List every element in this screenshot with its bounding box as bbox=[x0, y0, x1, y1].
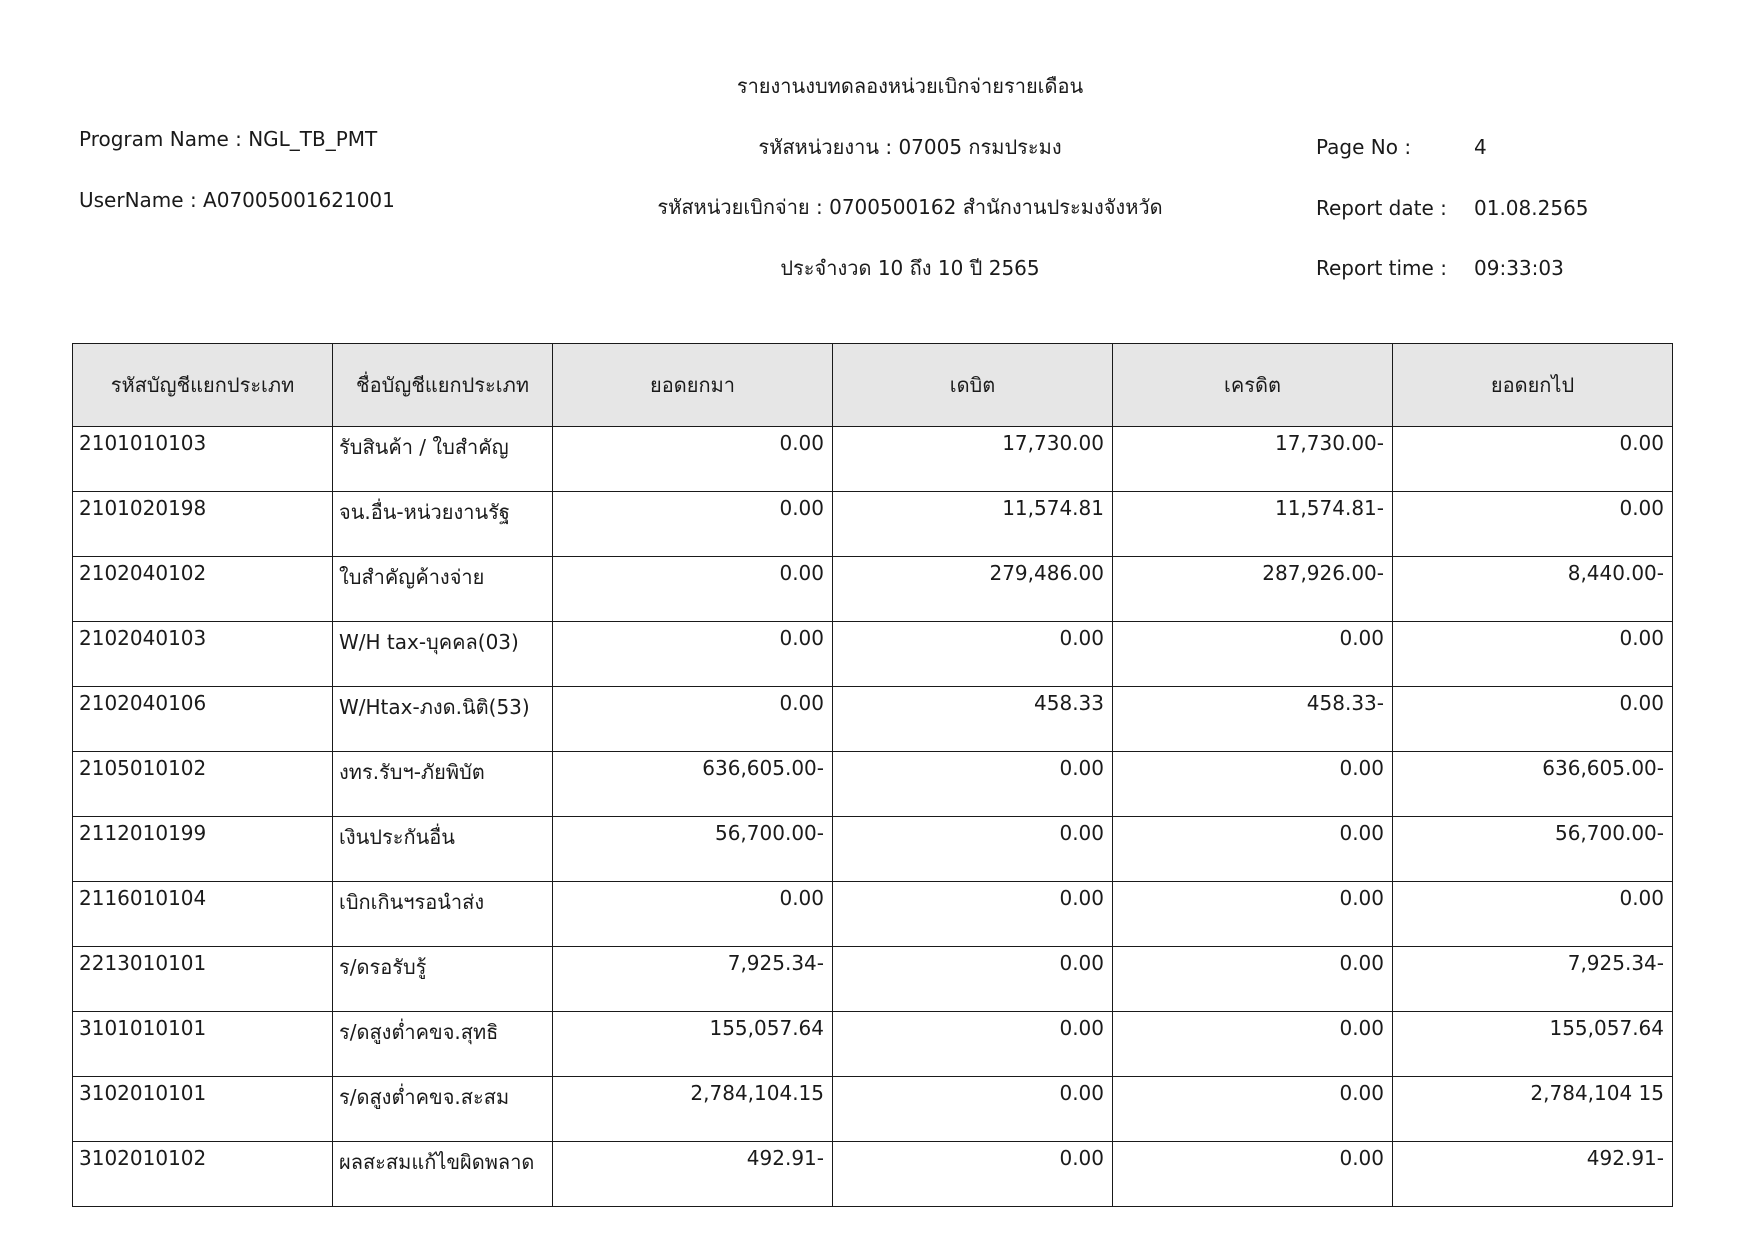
account-code: 2112010199 bbox=[73, 817, 333, 882]
brought-forward-amount: 7,925.34- bbox=[553, 947, 833, 1012]
column-header-account-code: รหัสบัญชีแยกประเภท bbox=[73, 344, 333, 427]
page-no-value: 4 bbox=[1474, 135, 1487, 159]
account-name: จน.อื่น-หน่วยงานรัฐ bbox=[333, 492, 553, 557]
brought-forward-amount: 0.00 bbox=[553, 622, 833, 687]
credit-amount: 17,730.00- bbox=[1113, 427, 1393, 492]
credit-amount: 0.00 bbox=[1113, 947, 1393, 1012]
carried-forward-amount: 56,700.00- bbox=[1393, 817, 1673, 882]
disbursing-unit-line: รหัสหน่วยเบิกจ่าย : 0700500162 สำนักงานประมงจังหวัด bbox=[657, 195, 1163, 219]
debit-amount: 17,730.00 bbox=[833, 427, 1113, 492]
column-header-credit: เครดิต bbox=[1113, 344, 1393, 427]
brought-forward-amount: 56,700.00- bbox=[553, 817, 833, 882]
credit-amount: 0.00 bbox=[1113, 752, 1393, 817]
trial-balance-table bbox=[72, 343, 1673, 1207]
column-header-debit: เดบิต bbox=[833, 344, 1113, 427]
user-name: UserName : A07005001621001 bbox=[79, 188, 395, 212]
period-line: ประจำงวด 10 ถึง 10 ปี 2565 bbox=[780, 256, 1040, 280]
account-code: 2213010101 bbox=[73, 947, 333, 1012]
account-name: รับสินค้า / ใบสำคัญ bbox=[333, 427, 553, 492]
credit-amount: 0.00 bbox=[1113, 1077, 1393, 1142]
report-date-value: 01.08.2565 bbox=[1474, 196, 1589, 220]
credit-amount: 0.00 bbox=[1113, 1012, 1393, 1077]
debit-amount: 279,486.00 bbox=[833, 557, 1113, 622]
report-time-value: 09:33:03 bbox=[1474, 256, 1564, 280]
table-row bbox=[73, 1012, 1673, 1077]
debit-amount: 0.00 bbox=[833, 752, 1113, 817]
brought-forward-amount: 636,605.00- bbox=[553, 752, 833, 817]
account-code: 3101010101 bbox=[73, 1012, 333, 1077]
account-code: 3102010101 bbox=[73, 1077, 333, 1142]
table-row bbox=[73, 427, 1673, 492]
credit-amount: 11,574.81- bbox=[1113, 492, 1393, 557]
carried-forward-amount: 7,925.34- bbox=[1393, 947, 1673, 1012]
program-name: Program Name : NGL_TB_PMT bbox=[79, 127, 378, 151]
debit-amount: 458.33 bbox=[833, 687, 1113, 752]
carried-forward-amount: 492.91- bbox=[1393, 1142, 1673, 1207]
account-name: เบิกเกินฯรอนำส่ง bbox=[333, 882, 553, 947]
table-row bbox=[73, 622, 1673, 687]
account-name: ร/ดสูงต่ำคขจ.สะสม bbox=[333, 1077, 553, 1142]
credit-amount: 0.00 bbox=[1113, 882, 1393, 947]
account-code: 3102010102 bbox=[73, 1142, 333, 1207]
brought-forward-amount: 155,057.64 bbox=[553, 1012, 833, 1077]
account-name: ผลสะสมแก้ไขผิดพลาด bbox=[333, 1142, 553, 1207]
brought-forward-amount: 0.00 bbox=[553, 882, 833, 947]
carried-forward-amount: 0.00 bbox=[1393, 492, 1673, 557]
carried-forward-amount: 0.00 bbox=[1393, 882, 1673, 947]
table-row bbox=[73, 1077, 1673, 1142]
account-name: ใบสำคัญค้างจ่าย bbox=[333, 557, 553, 622]
account-code: 2101010103 bbox=[73, 427, 333, 492]
account-name: ร/ดรอรับรู้ bbox=[333, 947, 553, 1012]
credit-amount: 0.00 bbox=[1113, 1142, 1393, 1207]
table-row bbox=[73, 687, 1673, 752]
table-row bbox=[73, 492, 1673, 557]
table-header-row bbox=[73, 344, 1673, 427]
report-title: รายงานงบทดลองหน่วยเบิกจ่ายรายเดือน bbox=[736, 74, 1084, 98]
debit-amount: 0.00 bbox=[833, 882, 1113, 947]
table-row bbox=[73, 1142, 1673, 1207]
account-code: 2102040106 bbox=[73, 687, 333, 752]
carried-forward-amount: 636,605.00- bbox=[1393, 752, 1673, 817]
table-row bbox=[73, 882, 1673, 947]
debit-amount: 0.00 bbox=[833, 947, 1113, 1012]
carried-forward-amount: 2,784,104 15 bbox=[1393, 1077, 1673, 1142]
account-code: 2102040102 bbox=[73, 557, 333, 622]
brought-forward-amount: 0.00 bbox=[553, 557, 833, 622]
account-code: 2105010102 bbox=[73, 752, 333, 817]
credit-amount: 458.33- bbox=[1113, 687, 1393, 752]
debit-amount: 0.00 bbox=[833, 1077, 1113, 1142]
account-code: 2102040103 bbox=[73, 622, 333, 687]
account-name: ร/ดสูงต่ำคขจ.สุทธิ bbox=[333, 1012, 553, 1077]
table-row bbox=[73, 947, 1673, 1012]
brought-forward-amount: 2,784,104.15 bbox=[553, 1077, 833, 1142]
column-header-brought-forward: ยอดยกมา bbox=[553, 344, 833, 427]
account-name: W/Htax-ภงด.นิติ(53) bbox=[333, 687, 553, 752]
account-name: W/H tax-บุคคล(03) bbox=[333, 622, 553, 687]
carried-forward-amount: 0.00 bbox=[1393, 427, 1673, 492]
table-row bbox=[73, 817, 1673, 882]
debit-amount: 0.00 bbox=[833, 1012, 1113, 1077]
report-date-label: Report date : bbox=[1316, 196, 1447, 220]
table-row bbox=[73, 752, 1673, 817]
brought-forward-amount: 492.91- bbox=[553, 1142, 833, 1207]
table-row bbox=[73, 557, 1673, 622]
column-header-account-name: ชื่อบัญชีแยกประเภท bbox=[333, 344, 553, 427]
carried-forward-amount: 0.00 bbox=[1393, 687, 1673, 752]
credit-amount: 287,926.00- bbox=[1113, 557, 1393, 622]
column-header-carried-forward: ยอดยกไป bbox=[1393, 344, 1673, 427]
debit-amount: 0.00 bbox=[833, 1142, 1113, 1207]
brought-forward-amount: 0.00 bbox=[553, 492, 833, 557]
account-name: งทร.รับฯ-ภัยพิบัต bbox=[333, 752, 553, 817]
debit-amount: 0.00 bbox=[833, 622, 1113, 687]
carried-forward-amount: 0.00 bbox=[1393, 622, 1673, 687]
agency-line: รหัสหน่วยงาน : 07005 กรมประมง bbox=[758, 135, 1062, 159]
credit-amount: 0.00 bbox=[1113, 622, 1393, 687]
brought-forward-amount: 0.00 bbox=[553, 687, 833, 752]
account-name: เงินประกันอื่น bbox=[333, 817, 553, 882]
credit-amount: 0.00 bbox=[1113, 817, 1393, 882]
brought-forward-amount: 0.00 bbox=[553, 427, 833, 492]
carried-forward-amount: 8,440.00- bbox=[1393, 557, 1673, 622]
report-time-label: Report time : bbox=[1316, 256, 1447, 280]
account-code: 2101020198 bbox=[73, 492, 333, 557]
carried-forward-amount: 155,057.64 bbox=[1393, 1012, 1673, 1077]
debit-amount: 11,574.81 bbox=[833, 492, 1113, 557]
page-no-label: Page No : bbox=[1316, 135, 1412, 159]
debit-amount: 0.00 bbox=[833, 817, 1113, 882]
account-code: 2116010104 bbox=[73, 882, 333, 947]
